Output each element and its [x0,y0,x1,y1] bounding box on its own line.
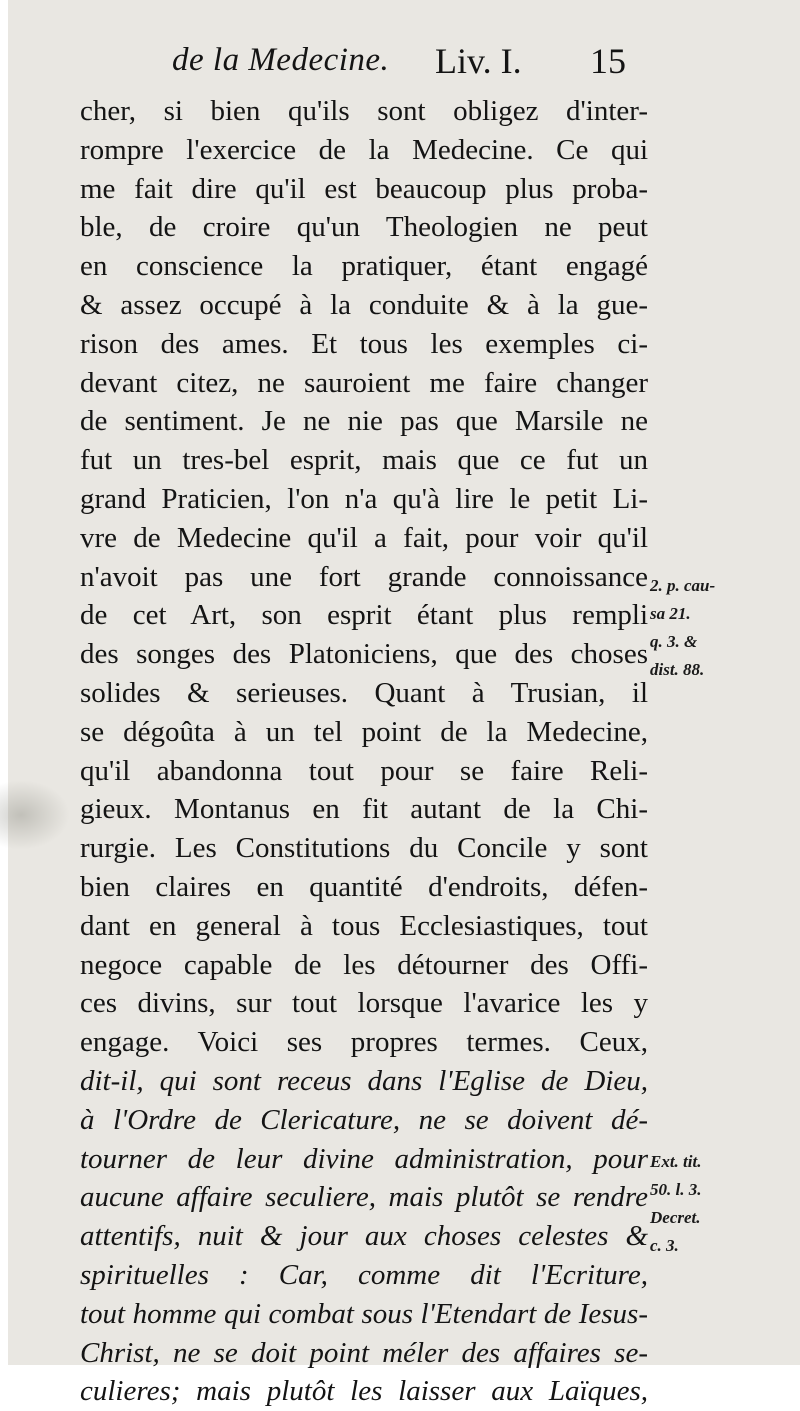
margin-note-line: q. 3. & [650,632,698,651]
text-line: des songes des Platoniciens, que des choses [80,638,648,671]
text-line: vre de Medecine qu'il a fait, pour voir qu'il [80,521,648,554]
paper-stain [0,780,70,850]
text-line-quote: spirituelles : Car, comme dit l'Ecriture, [80,1258,648,1291]
text-line: solides & serieuses. Quant à Trusian, il [80,676,648,709]
margin-note-line: Decret. [650,1208,701,1227]
text-line: rurgie. Les Constitutions du Concile y sont [80,832,648,865]
margin-note-citation [650,572,790,684]
text-line: dant en general à tous Ecclesiastiques, tout [80,909,648,942]
text-line: ble, de croire qu'un Theologien ne peut [80,211,648,244]
text-line-quote: Christ, ne se doit point méler des affaires se- [80,1336,648,1369]
margin-note-line: Ext. tit. [650,1152,702,1171]
text-line: rompre l'exercice de la Medecine. Ce qui [80,133,648,166]
text-line: se dégoûta à un tel point de la Medecine, [80,715,648,748]
text-line-quote: à l'Ordre de Clericature, ne se doivent dé- [80,1103,648,1136]
text-line: me fait dire qu'il est beaucoup plus proba- [80,172,648,205]
text-line: engage. Voici ses propres termes. Ceux, [80,1026,648,1059]
text-line: bien claires en quantité d'endroits, défen- [80,870,648,903]
text-line: gieux. Montanus en fit autant de la Chi- [80,793,648,826]
page-number: 15 [590,41,626,81]
text-line: grand Praticien, l'on n'a qu'à lire le petit Li- [80,482,648,515]
text-line: en conscience la pratiquer, étant engagé [80,250,648,283]
body-text [80,92,648,1411]
text-line: de cet Art, son esprit étant plus rempli [80,599,648,632]
text-line-quote: dit-il, qui sont receus dans l'Eglise de Dieu, [80,1064,648,1097]
margin-note-line: c. 3. [650,1236,679,1255]
page-edge-left [0,0,8,1373]
margin-note-line: 50. l. 3. [650,1180,702,1199]
running-title: de la Medecine. [172,42,390,78]
text-line: cher, si bien qu'ils sont obligez d'inter- [80,95,648,127]
page-header [0,38,800,94]
text-line-quote: aucune affaire seculiere, mais plutôt se rendre [80,1181,648,1214]
text-line-quote: attentifs, nuit & jour aux choses celestes & [80,1220,648,1253]
text-line: ces divins, sur tout lorsque l'avarice les y [80,987,648,1020]
text-line-quote: tout homme qui combat sous l'Etendart de Iesus- [80,1297,648,1330]
margin-note-line: 2. p. cau- [650,576,716,595]
margin-note-line: sa 21. [650,604,691,623]
margin-note-line: dist. 88. [650,660,705,679]
text-line: de sentiment. Je ne nie pas que Marsile ne [80,405,648,438]
text-line: rison des ames. Et tous les exemples ci- [80,327,648,360]
text-line-quote: culieres; mais plutôt les laisser aux Laïques, [80,1375,648,1408]
text-line: fut un tres-bel esprit, mais que ce fut un [80,444,648,477]
book-reference: Liv. I. [435,41,522,81]
margin-note-citation [650,1148,790,1260]
text-line: devant citez, ne sauroient me faire changer [80,366,648,399]
text-line: qu'il abandonna tout pour se faire Reli- [80,754,648,787]
text-line: negoce capable de les détourner des Offi- [80,948,648,981]
text-line-quote: tourner de leur divine administration, pour [80,1142,648,1175]
text-line: n'avoit pas une fort grande connoissance [80,560,648,593]
text-line: & assez occupé à la conduite & à la gue- [80,288,648,321]
